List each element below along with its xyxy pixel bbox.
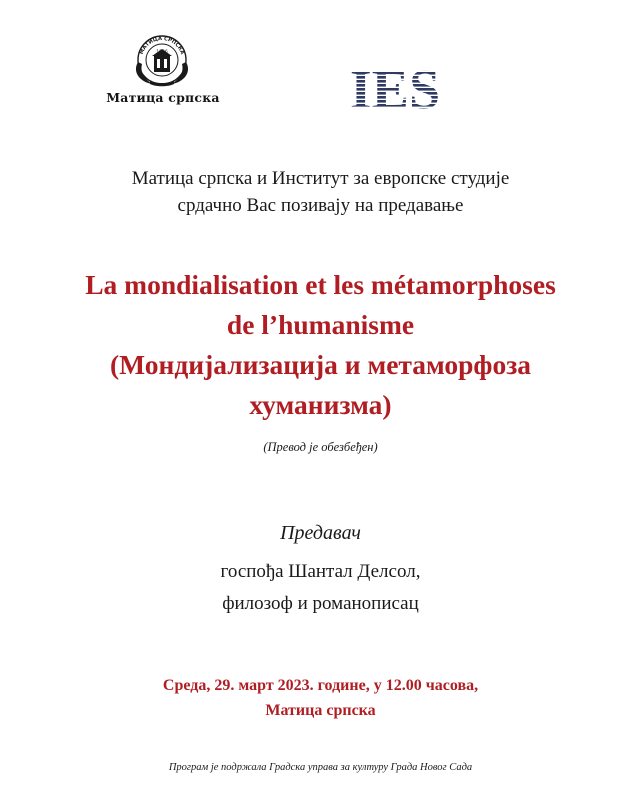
lecture-title <box>0 265 641 425</box>
lecturer-info <box>0 556 641 620</box>
title-line-2: de l’humanisme <box>226 309 415 340</box>
ies-logo <box>340 56 450 116</box>
ies-logo-icon <box>340 56 450 116</box>
invitation-line-2: срдачно Вас позивају на предавање <box>177 195 464 216</box>
svg-text:МАТИЦА СРПСКА: МАТИЦА СРПСКА <box>138 35 186 56</box>
title-line-4: хуманизма) <box>249 389 392 420</box>
svg-text:IES: IES <box>349 59 441 116</box>
lecturer-role: филозоф и романописац <box>222 593 419 614</box>
event-details <box>0 673 641 723</box>
matica-srpska-name: Матица српска <box>106 90 220 105</box>
event-venue: Матица српска <box>265 702 376 719</box>
event-datetime: Среда, 29. март 2023. године, у 12.00 часова, <box>162 677 479 694</box>
title-line-3: (Мондијализација и метаморфоза <box>109 349 532 380</box>
lecturer-name: госпођа Шантал Делсол, <box>220 561 421 582</box>
matica-srpska-logo <box>96 32 230 110</box>
matica-srpska-emblem-icon <box>130 32 194 88</box>
translation-note: (Превод је обезбеђен) <box>263 440 378 454</box>
lecturer-label: Предавач <box>280 522 361 544</box>
invitation-text <box>0 165 641 219</box>
title-line-1: La mondialisation et les métamorphoses <box>85 269 556 300</box>
sponsor-note: Програм је подржала Градска управа за културу Града Новог Сада <box>168 762 473 773</box>
invitation-line-1: Матица српска и Институт за европске студије <box>131 168 510 189</box>
